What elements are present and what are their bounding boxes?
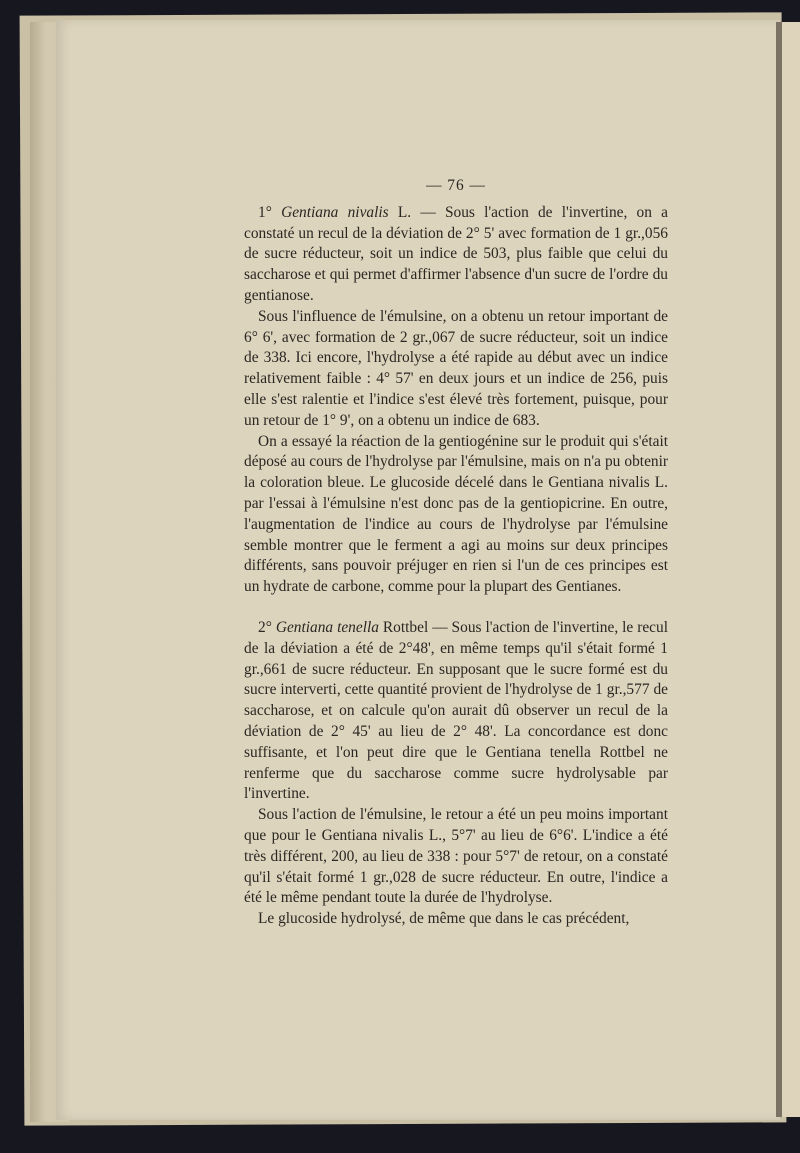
paragraph-text: Sous l'action de l'invertine, on a constaté un recul de la déviation de 2° 5' avec formation de 1 gr.,056 de sucre réducteur, soit un indice de 503, plus faible que celui du saccharose et qui permet d'affirmer l'absence d'un sucre de l'ordre du gentianose. bbox=[244, 203, 668, 304]
section-1-lead bbox=[244, 203, 668, 307]
paragraph: On a essayé la réaction de la gentiogénine sur le produit qui s'était déposé au cours de l'hydrolyse par l'émulsine, mais on n'a pu obtenir la coloration bleue. Le glucoside décelé dans le Gentiana nivalis L. par l'essai à l'émulsine n'est donc pas de la gentiopicrine. En outre, l'augmentation de l'indice au cours de l'hydrolyse par l'émulsine semble montrer que le ferment a agi au moins sur deux principes différents, sans pouvoir préjuger en rien si l'un de ces principes est un hydrate de carbone, comme pour la plupart des Gentianes. bbox=[244, 432, 668, 596]
section-number: 2° bbox=[258, 618, 272, 636]
species-name: Gentiana tenella bbox=[275, 618, 379, 636]
facing-page-edge bbox=[782, 22, 800, 1117]
paragraph: Sous l'influence de l'émulsine, on a obtenu un retour important de 6° 6', avec formation de 2 gr.,067 de sucre réducteur, soit un indice de 338. Ici encore, l'hydrolyse a été rapide au début avec un indice relativement faible : 4° 57' en deux jours et un indice de 256, puis elle s'est ralentie et l'indice s'est élevé très fortement, puisque, pour un retour de 1° 9', on a obtenu un indice de 683. bbox=[244, 307, 668, 429]
page-text bbox=[244, 176, 668, 930]
species-author: Rottbel — bbox=[382, 618, 448, 636]
paragraph: Le glucoside hydrolysé, de même que dans le cas précédent, bbox=[258, 910, 630, 928]
section-2-lead bbox=[244, 618, 668, 805]
paragraph: Sous l'action de l'émulsine, le retour a été un peu moins important que pour le Gentiana nivalis L., 5°7' au lieu de 6°6'. L'indice a été très différent, 200, au lieu de 338 : pour 5°7' de retour, on a constaté qu'il s'était formé 1 gr.,028 de sucre réducteur. En outre, l'indice a été le même pendant toute la durée de l'hydrolyse. bbox=[244, 806, 668, 907]
section-number: 1° bbox=[258, 203, 272, 221]
species-author: L. — bbox=[397, 203, 436, 221]
species-name: Gentiana nivalis bbox=[281, 203, 389, 221]
page-number: — 76 — bbox=[426, 177, 486, 194]
paragraph-text: Sous l'action de l'invertine, le recul de la déviation a été de 2°48', en même temps qu'il s'était formé 1 gr.,661 de sucre réducteur. En supposant que le sucre formé est du sucre interverti, cette quantité provient de l'hydrolyse de 1 gr.,577 de saccharose, et on calcule qu'on aurait dû observer un recul de la déviation de 2° 45' au lieu de 2° 48'. La concordance est donc suffisante, et l'on peut dire que le Gentiana tenella Rottbel ne renferme que du saccharose comme sucre hydrolysable par l'invertine. bbox=[244, 618, 668, 803]
